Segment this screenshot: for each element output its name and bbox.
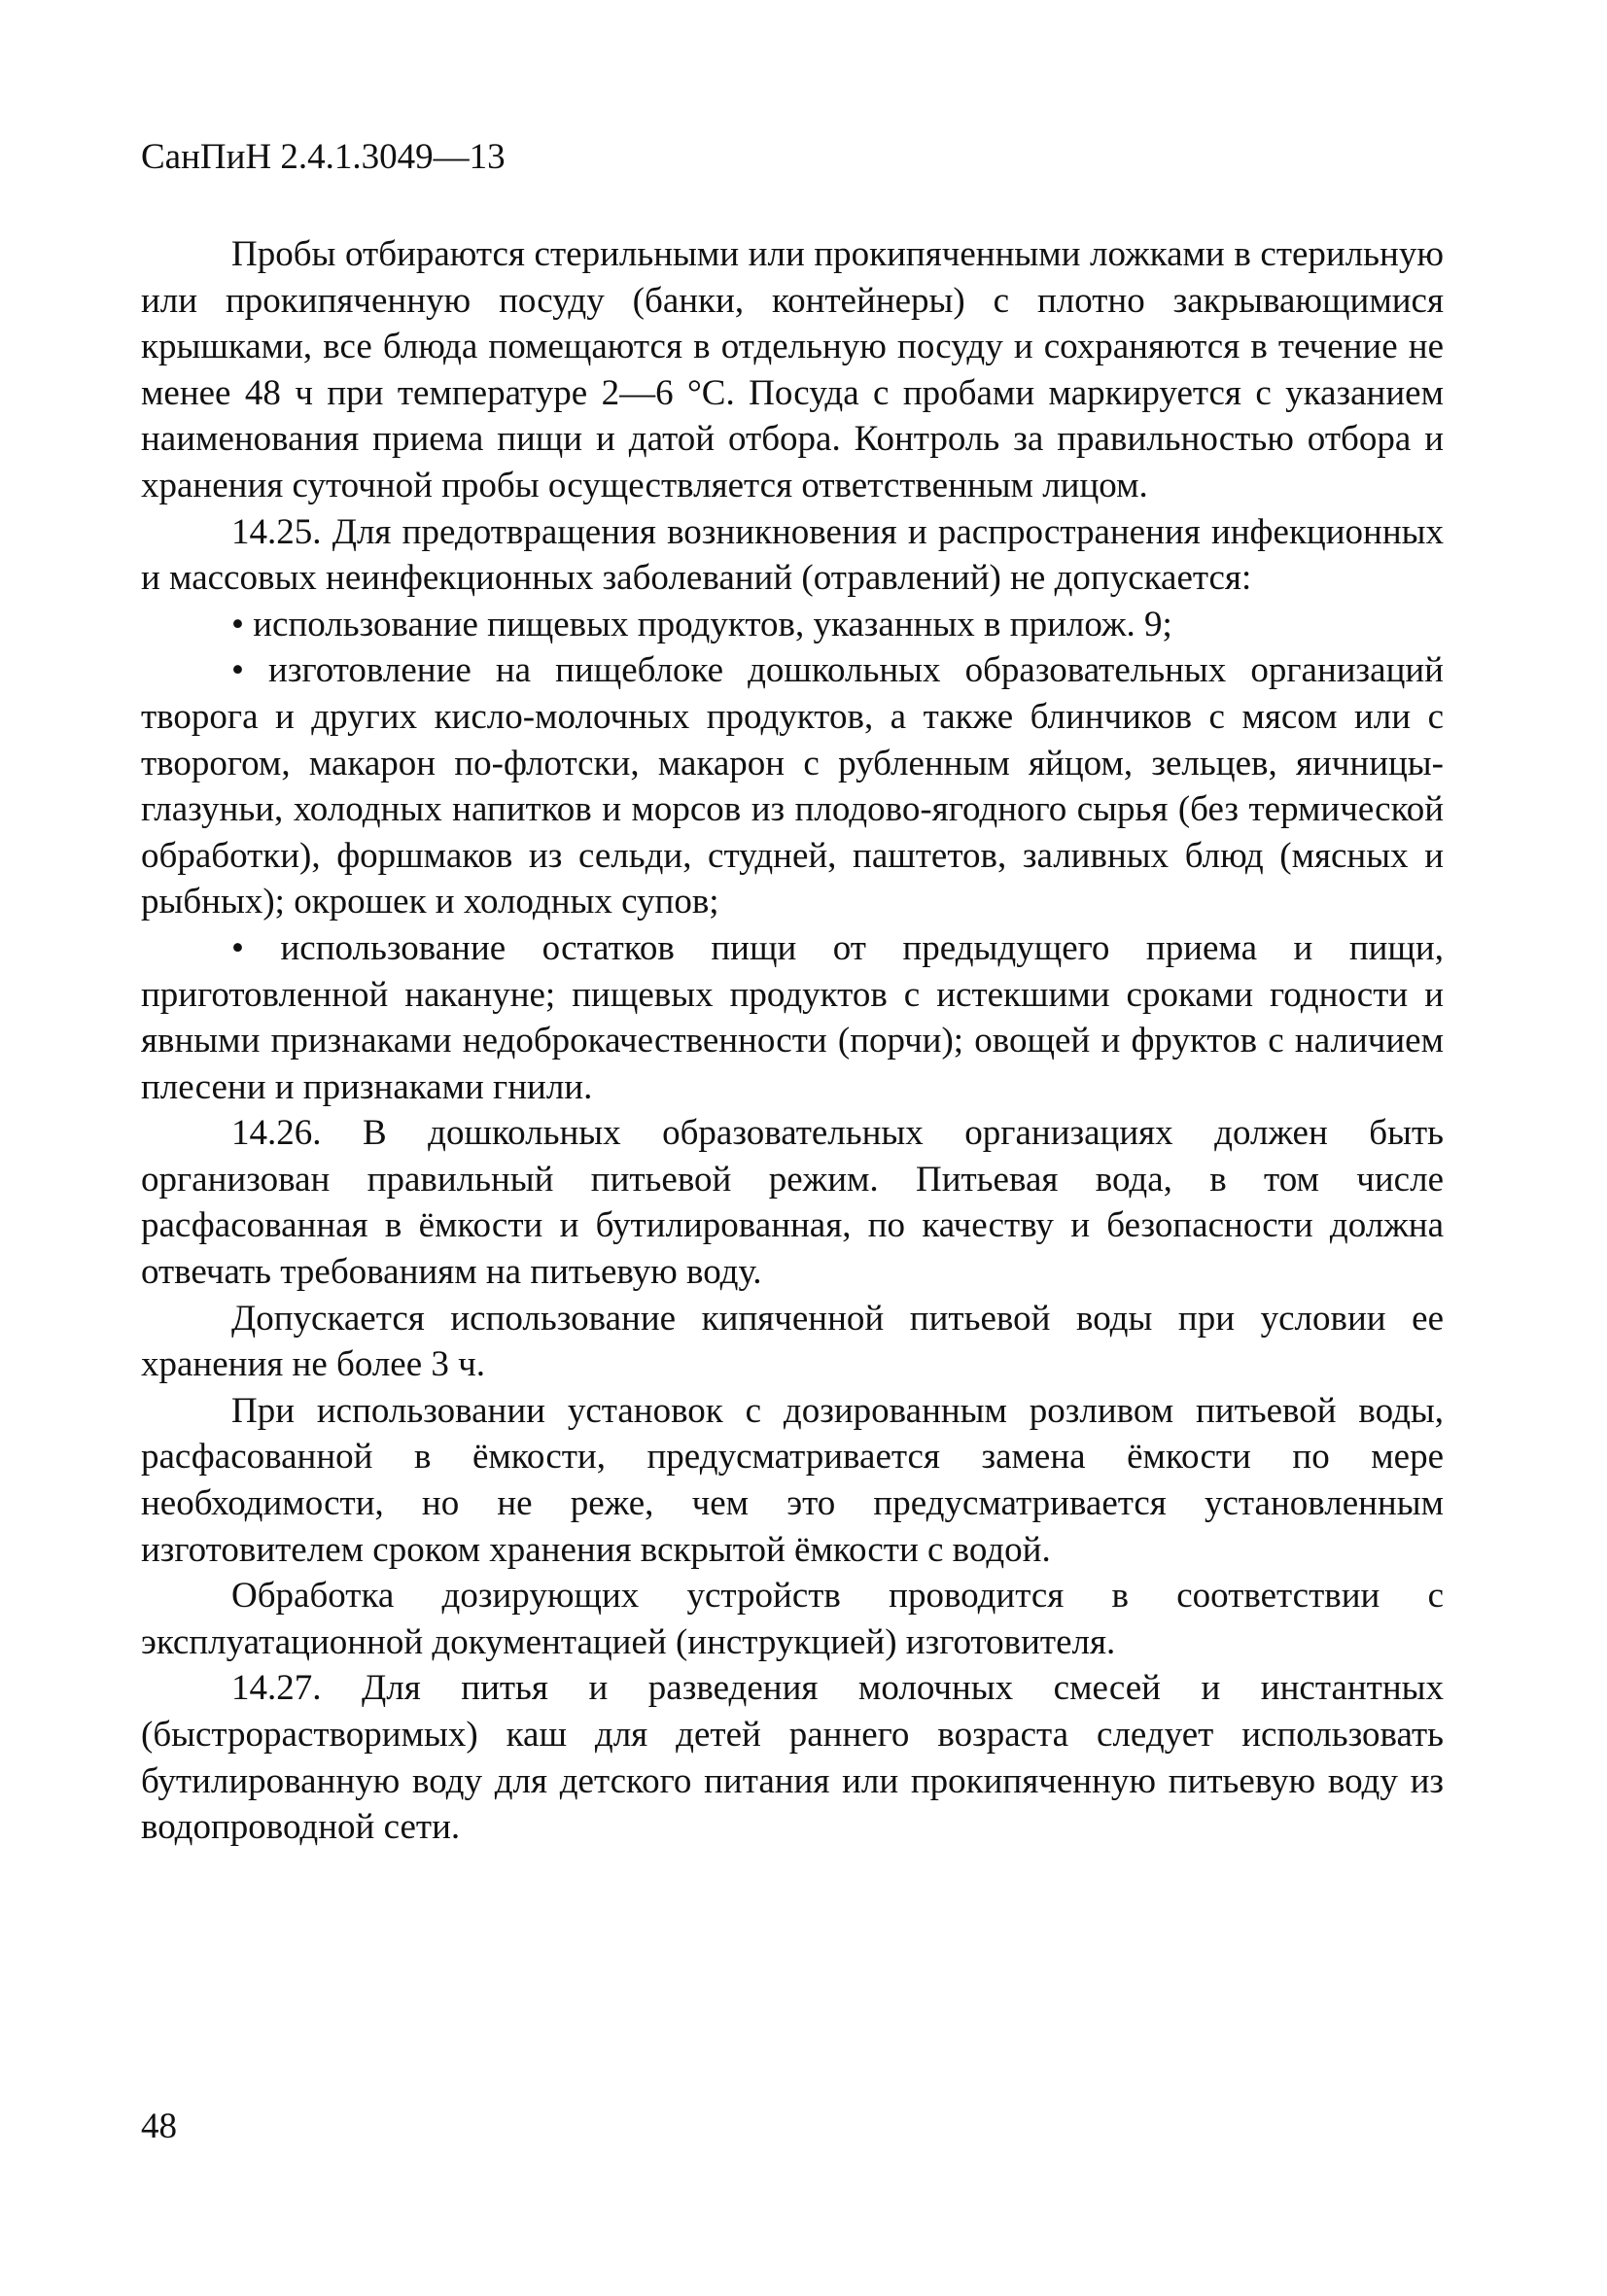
document-body [141, 231, 1444, 1851]
bullet-item-prohibited-production: • изготовление на пищеблоке дошкольных образовательных организаций творога и других кисло-молочных продуктов, а также блинчиков с мясом или с творогом, макарон по-флотски, макарон с рубленным яйцом, зельцев, яичницы-глазуньи, холодных напитков и морсов из плодово-ягодного сырья (без термической обработки), форшмаков из сельди, студней, паштетов, заливных блюд (мясных и рыбных); окрошек и холодных супов; [141, 647, 1444, 925]
paragraph-14-27: 14.27. Для питья и разведения молочных смесей и инстантных (быстрорастворимых) каш для детей раннего возраста следует использовать бутилированную воду для детского питания или прокипяченную питьевую воду из водопроводной сети. [141, 1668, 1444, 1848]
paragraph-sample-storage: Пробы отбираются стерильными или прокипяченными ложками в стерильную или прокипяченную посуду (банки, контейнеры) с плотно закрывающимися крышками, все блюда помещаются в отдельную посуду и сохраняются в течение не менее 48 ч при температуре 2—6 °С. Посуда с пробами маркируется с указанием наименования приема пищи и датой отбора. Контроль за правильностью отбора и хранения суточной пробы осуществляется ответственным лицом. [141, 234, 1444, 505]
running-header: СанПиН 2.4.1.3049—13 [141, 137, 506, 177]
bullet-item-appendix-9: • использование пищевых продуктов, указанных в прилож. 9; [141, 602, 1444, 648]
paragraph-boiled-water: Допускается использование кипяченной питьевой воды при условии ее хранения не более 3 ч. [141, 1298, 1444, 1385]
bullet-item-leftovers: • использование остатков пищи от предыдущего приема и пищи, приготовленной накануне; пищевых продуктов с истекшими сроками годности и явными признаками недоброкачественности (порчи); овощей и фруктов с наличием плесени и признаками гнили. [141, 925, 1444, 1110]
paragraph-dispenser-processing: Обработка дозирующих устройств проводится в соответствии с эксплуатационной документацией (инструкцией) изготовителя. [141, 1576, 1444, 1662]
paragraph-14-26: 14.26. В дошкольных образовательных организациях должен быть организован правильный питьевой режим. Питьевая вода, в том числе расфасованная в ёмкости и бутилированная, по качеству и безопасности должна отвечать требованиям на питьевую воду. [141, 1113, 1444, 1293]
page-number: 48 [141, 2106, 177, 2146]
paragraph-dispensers: При использовании установок с дозированным розливом питьевой воды, расфасованной в ёмкости, предусматривается замена ёмкости по мере необходимости, но не реже, чем это предусматривается установленным изготовителем сроком хранения вскрытой ёмкости с водой. [141, 1390, 1444, 1570]
paragraph-14-25: 14.25. Для предотвращения возникновения и распространения инфекционных и массовых неинфекционных заболеваний (отравлений) не допускается: [141, 511, 1444, 599]
